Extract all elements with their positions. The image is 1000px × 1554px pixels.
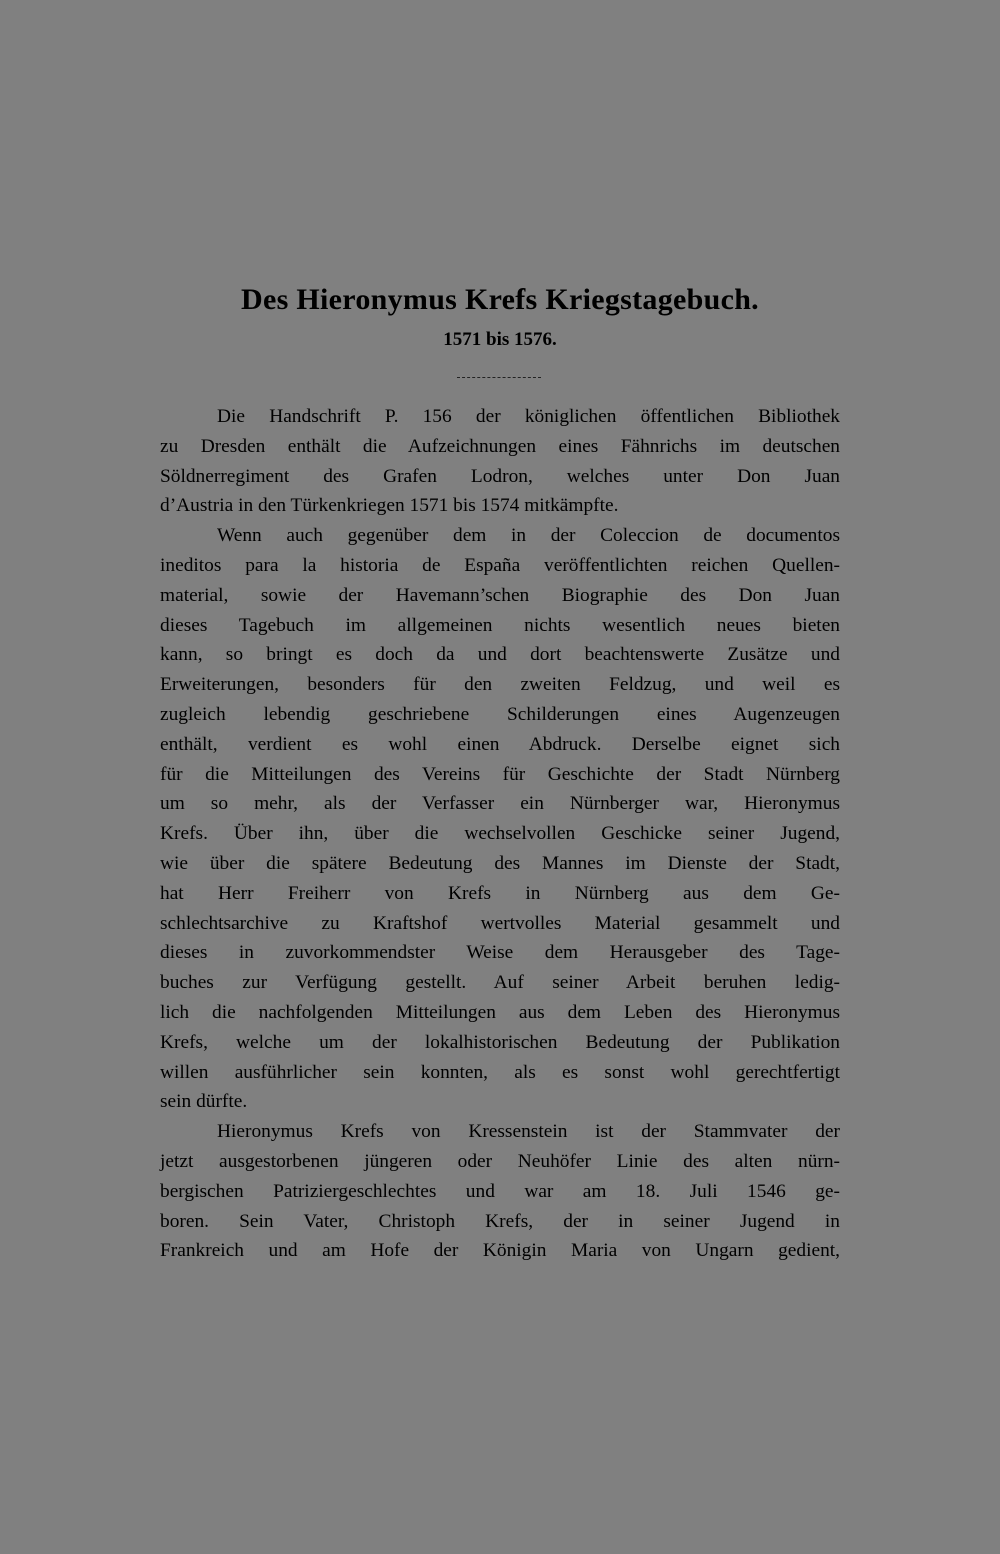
text-line: schlechtsarchive zu Kraftshof wertvolles Material gesammelt und bbox=[160, 912, 840, 934]
text-line: Krefs, welche um der lokalhistorischen Bedeutung der Publikation bbox=[160, 1031, 840, 1053]
text-line: kann, so bringt es doch da und dort beachtenswerte Zusätze und bbox=[160, 644, 840, 666]
text-line: material, sowie der Havemann’schen Biographie des Don Juan bbox=[160, 584, 840, 606]
text-line: Krefs. Über ihn, über die wechselvollen Geschicke seiner Jugend, bbox=[160, 823, 840, 845]
text-line: dieses in zuvorkommendster Weise dem Herausgeber des Tage- bbox=[160, 942, 840, 964]
text-line: willen ausführlicher sein konnten, als es sonst wohl gerechtfertigt bbox=[160, 1061, 840, 1083]
page-subtitle: 1571 bis 1576. bbox=[443, 329, 557, 350]
text-line: zugleich lebendig geschriebene Schilderungen eines Augenzeugen bbox=[160, 703, 840, 725]
text-line: jetzt ausgestorbenen jüngeren oder Neuhöfer Linie des alten nürn- bbox=[160, 1150, 840, 1172]
text-line: dieses Tagebuch im allgemeinen nichts wesentlich neues bieten bbox=[160, 614, 840, 636]
text-line: um so mehr, als der Verfasser ein Nürnberger war, Hieronymus bbox=[160, 793, 840, 815]
text-line: Hieronymus Krefs von Kressenstein ist der Stammvater der bbox=[217, 1121, 840, 1143]
text-line: ineditos para la historia de España veröffentlichten reichen Quellen- bbox=[160, 554, 840, 576]
text-line: buches zur Verfügung gestellt. Auf seiner Arbeit beruhen ledig- bbox=[160, 972, 840, 994]
text-line: Söldnerregiment des Grafen Lodron, welches unter Don Juan bbox=[160, 465, 840, 487]
text-line: Erweiterungen, besonders für den zweiten Feldzug, und weil es bbox=[160, 674, 840, 696]
text-line: enthält, verdient es wohl einen Abdruck. Derselbe eignet sich bbox=[160, 733, 840, 755]
title-divider bbox=[457, 377, 541, 378]
text-line: wie über die spätere Bedeutung des Mannes im Dienste der Stadt, bbox=[160, 852, 840, 874]
text-line: lich die nachfolgenden Mitteilungen aus dem Leben des Hieronymus bbox=[160, 1001, 840, 1023]
text-line: Die Handschrift P. 156 der königlichen öffentlichen Bibliothek bbox=[217, 406, 840, 427]
text-line: d’Austria in den Türkenkriegen 1571 bis 1574 mitkämpfte. bbox=[160, 495, 619, 517]
text-line: Frankreich und am Hofe der Königin Maria von Ungarn gedient, bbox=[160, 1240, 840, 1262]
text-line: boren. Sein Vater, Christoph Krefs, der in seiner Jugend in bbox=[160, 1210, 840, 1232]
text-line: Wenn auch gegenüber dem in der Coleccion de documentos bbox=[217, 525, 840, 547]
body-text bbox=[160, 402, 840, 1266]
text-line: für die Mitteilungen des Vereins für Geschichte der Stadt Nürnberg bbox=[160, 763, 840, 785]
text-line: zu Dresden enthält die Aufzeichnungen eines Fähnrichs im deutschen bbox=[160, 435, 840, 457]
page-title: Des Hieronymus Krefs Kriegstagebuch. bbox=[241, 283, 759, 316]
text-line: bergischen Patriziergeschlechtes und war am 18. Juli 1546 ge- bbox=[160, 1180, 840, 1202]
text-line: hat Herr Freiherr von Krefs in Nürnberg aus dem Ge- bbox=[160, 882, 840, 904]
text-line: sein dürfte. bbox=[160, 1091, 248, 1113]
